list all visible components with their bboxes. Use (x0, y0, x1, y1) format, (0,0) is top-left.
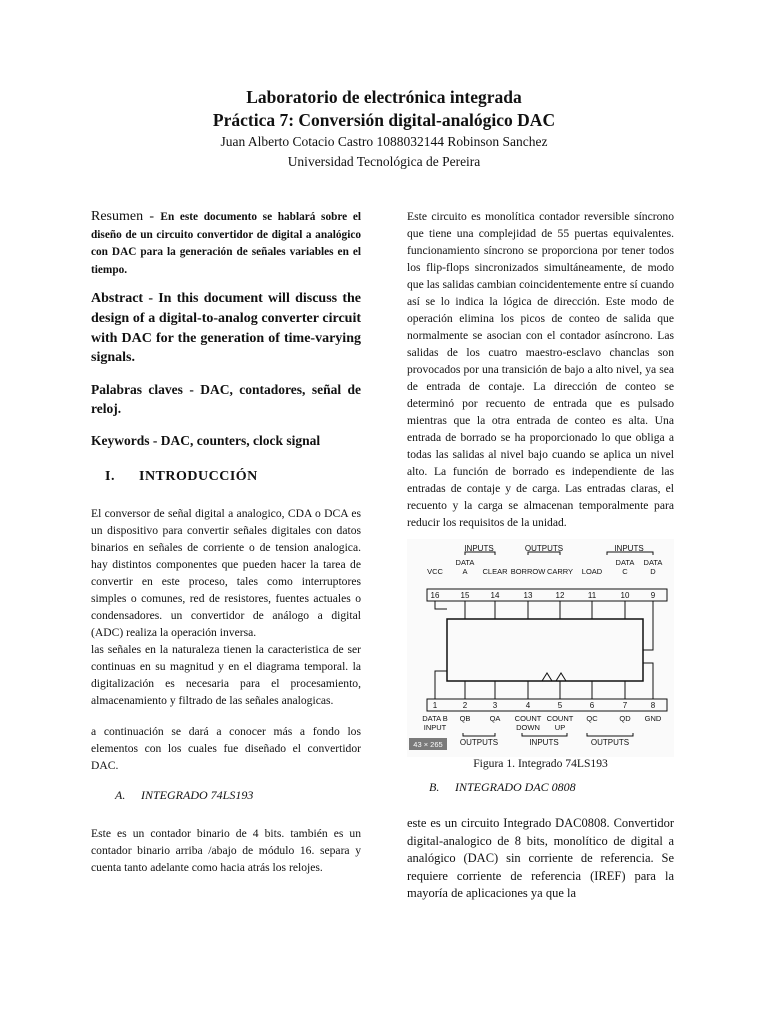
bottom-pin-3: 3 (492, 701, 498, 710)
top-group-outputs: OUTPUTS (524, 544, 564, 553)
bottom-label-3-line1: COUNT (514, 714, 542, 723)
top-label-1-line2: A (462, 567, 468, 576)
top-label-3: BORROW (510, 567, 546, 576)
bottom-group-outputs-2: OUTPUTS (590, 738, 630, 747)
palabras-claves: Palabras claves - DAC, contadores, señal de reloj. (91, 381, 361, 417)
intro-paragraph-1: El conversor de señal digital a analogico, CDA o DCA es un dispositivo para convertir señales digitales con datos binarios en señales de corriente o de tension analogica. hay distintos componentes que pueden hacer la tarea de convertir en este proceso, tales como interruptores simples o comunes, red de resistores, fuentes actuales o condensadores. un convertidor de análogo a digital (ADC) realiza la operación inversa. (91, 506, 361, 639)
paper-title-line2: Práctica 7: Conversión digital-analógico DAC (212, 110, 556, 130)
intro-paragraph-3: a continuación se dará a conocer más a fondo los elementos con los cuales fue diseñado el convertidor DAC. (91, 724, 361, 772)
bottom-label-3-line2: DOWN (516, 723, 540, 732)
top-label-2: CLEAR (482, 567, 508, 576)
pinout-diagram (407, 539, 674, 757)
keywords: Keywords - DAC, counters, clock signal (91, 432, 321, 448)
paper-university: Universidad Tecnológica de Pereira (287, 154, 481, 169)
bottom-group-outputs-1: OUTPUTS (459, 738, 499, 747)
dac0808-paragraph: este es un circuito Integrado DAC0808. Convertidor digital-analogico de 8 bits, monolítico de digital a analógico (DAC) sin corriente de referencia. Se requiere corriente de referencia (IREF) para la mayoría de aplicaciones ya que la (407, 816, 674, 901)
top-label-4: CARRY (546, 567, 574, 576)
top-pin-13: 13 (523, 591, 533, 600)
subsection-number: A. (115, 787, 126, 802)
top-pin-9: 9 (650, 591, 656, 600)
subsection-heading-a (115, 788, 361, 803)
top-label-6-line2: C (622, 567, 628, 576)
bottom-label-1: QB (459, 714, 471, 723)
figure-caption: Figura 1. Integrado 74LS193 (473, 757, 608, 770)
top-pin-12: 12 (555, 591, 565, 600)
subsection-title: INTEGRADO 74LS193 (141, 787, 254, 802)
paper-authors: Juan Alberto Cotacio Castro 1088032144 Robinson Sanchez (220, 134, 548, 149)
top-label-7-line2: D (650, 567, 656, 576)
top-label-5: LOAD (581, 567, 603, 576)
bottom-pin-4: 4 (525, 701, 531, 710)
bottom-pin-1: 1 (432, 701, 438, 710)
section-heading-introduccion (105, 469, 361, 485)
subsection-b-number: B. (429, 780, 440, 794)
subsection-b-title: INTEGRADO DAC 0808 (455, 780, 576, 794)
top-label-0: VCC (427, 567, 443, 576)
paper-title-line1: Laboratorio de electrónica integrada (246, 87, 522, 107)
bottom-pin-8: 8 (650, 701, 656, 710)
top-group-inputs-2: INPUTS (614, 544, 644, 553)
top-label-6-line1: DATA (615, 558, 635, 567)
top-pin-16: 16 (430, 591, 440, 600)
section-title: INTRODUCCIÓN (139, 468, 258, 484)
bottom-label-7: GND (644, 714, 662, 723)
bottom-label-4-line2: UP (554, 723, 566, 732)
subsection-a-paragraph: Este es un contador binario de 4 bits. también es un contador binario arriba /abajo de módulo 16. separa y cuenta tanto adelante como hacia atrás los relojes. (91, 826, 361, 874)
bottom-label-2: QA (489, 714, 501, 723)
bottom-pin-7: 7 (622, 701, 628, 710)
resumen-paragraph (91, 208, 361, 279)
figure-74ls193-pinout (407, 539, 674, 757)
right-column (407, 208, 674, 903)
subsection-heading-b (429, 780, 674, 795)
section-number: I. (105, 468, 115, 484)
top-label-1-line1: DATA (455, 558, 475, 567)
top-pin-15: 15 (460, 591, 470, 600)
bottom-group-inputs: INPUTS (529, 738, 559, 747)
paper-header (0, 86, 768, 172)
resumen-label: Resumen - (91, 209, 161, 224)
counter-description-paragraph: Este circuito es monolítica contador reversible síncrono que tiene una complejidad de 55 puertas equivalentes. funcionamiento síncrono se proporciona por tener todos los flip-flops sincronizados simultáneamente, de modo que las salidas cambian coincidentemente entre sí cuando así se lo indica la lógica de dirección. Este modo de operación elimina los picos de conteo de salida que normalmente se asocian con el contador asíncrono. Las salidas de los cuatro maestro-esclavo chanclas son provocados por una transición de bajo a alto nivel, ya sea de entrada de contaje. La dirección de conteo se determinó por recuento de entrada que es pulsado mientras que la otra entrada de conteo es alta. Una entrada de borrado se ha proporcionado lo que obliga a todas las salidas al nivel bajo cuando se aplica un nivel alto. La función de borrado es independiente de las entradas de contaje y de carga. Las entradas claras, el recuento y la carga se almacenan temporalmente para reducir los requisitos de la unidad. (407, 210, 674, 529)
intro-paragraph-2: las señales en la naturaleza tienen la caracteristica de ser continuas en su magnitud y en el diagrama temporal. la digitalización es necesaria para el procesamiento, almacenamiento y filtrado de las señales analogicas. (91, 642, 361, 707)
bottom-pin-2: 2 (462, 701, 468, 710)
top-group-inputs-1: INPUTS (464, 544, 494, 553)
top-label-7-line1: DATA (643, 558, 663, 567)
bottom-label-6: QD (619, 714, 631, 723)
bottom-label-0-line2: INPUT (423, 723, 447, 732)
abstract-paragraph: Abstract - In this document will discuss the design of a digital-to-analog converter circuit with DAC for the generation of time-varying signals. (91, 291, 361, 366)
size-badge-text: 43 × 265 (413, 740, 443, 749)
top-pin-11: 11 (587, 591, 597, 600)
left-column (91, 208, 361, 876)
resumen-text: En este documento se hablará sobre el diseño de un circuito convertidor de digital a analógico con DAC para la generación de señales variables en el tiempo. (91, 211, 361, 276)
bottom-label-5: QC (586, 714, 598, 723)
bottom-label-0-line1: DATA B (422, 714, 448, 723)
bottom-pin-6: 6 (589, 701, 595, 710)
top-pin-10: 10 (620, 591, 630, 600)
bottom-pin-5: 5 (557, 701, 563, 710)
top-pin-14: 14 (490, 591, 500, 600)
bottom-label-4-line1: COUNT (546, 714, 574, 723)
